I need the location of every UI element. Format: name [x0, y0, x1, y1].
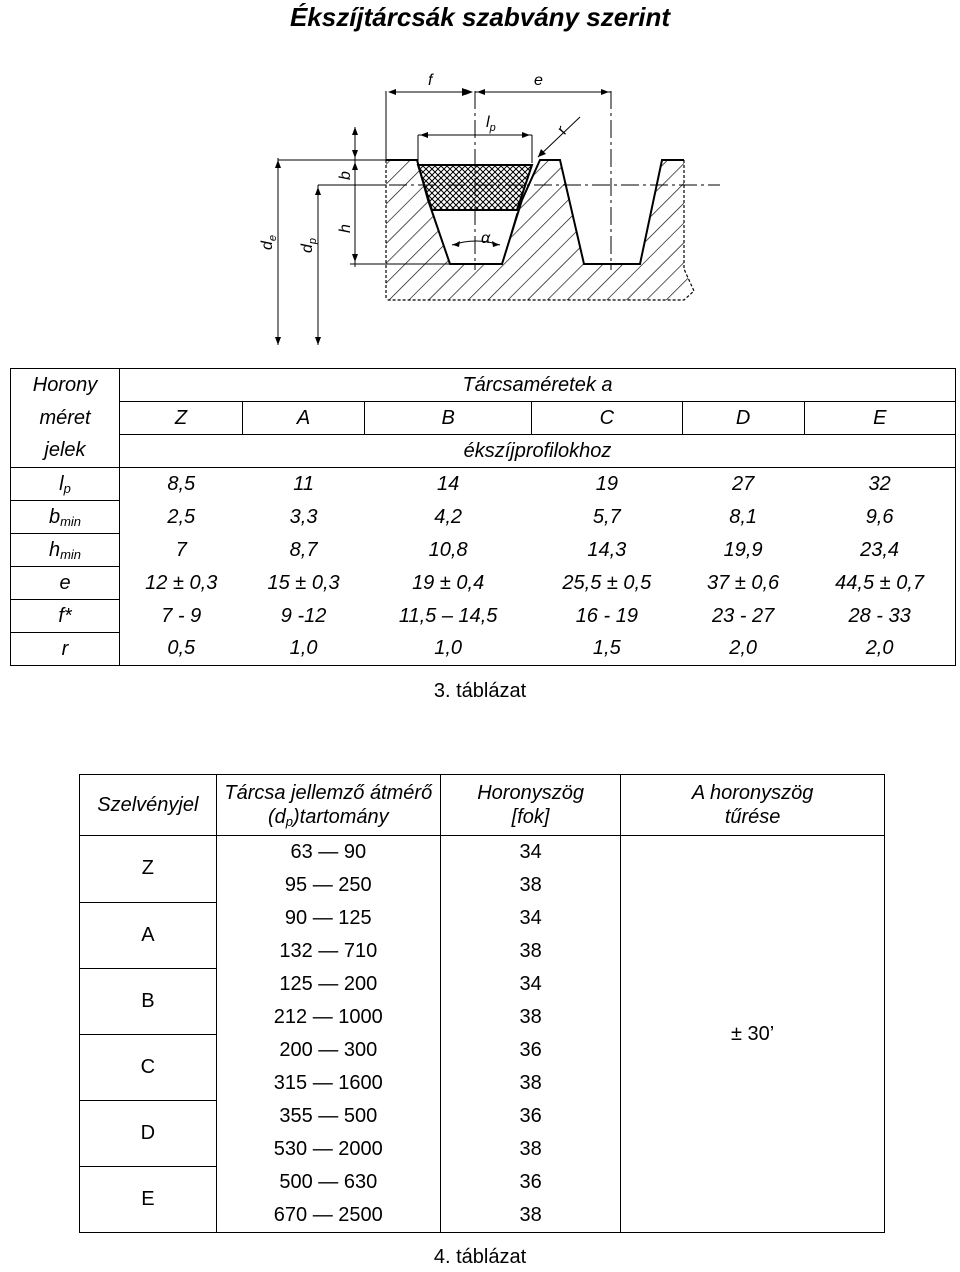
row-symbol: r — [11, 633, 120, 666]
table-cell: 5,7 — [592, 505, 621, 528]
groove-angle-cell: 38 — [440, 1199, 620, 1233]
label-b: b — [337, 171, 354, 180]
table-cell: 0,5 — [120, 633, 243, 666]
corner-line-2: méret — [11, 402, 120, 435]
table-4-caption: 4. táblázat — [433, 1246, 527, 1268]
profile-cell: C — [80, 1034, 217, 1100]
page-title: Ékszíjtárcsák szabvány szerint — [289, 2, 671, 32]
corner-line-1: Horony — [11, 369, 120, 402]
table-cell: 23 - 27 — [711, 604, 775, 627]
row-symbol: $b_{min}$ — [11, 501, 120, 534]
groove-angle-cell: 38 — [440, 1133, 620, 1166]
table-cell: 1,0 — [243, 633, 365, 666]
header-profile: Szelvényjel — [80, 775, 217, 836]
table-row — [11, 501, 956, 534]
profile-b: B — [365, 402, 532, 435]
table-3 — [10, 368, 956, 666]
table-cell: 2,5 — [167, 505, 196, 528]
row-symbol: $h_{min}$ — [11, 534, 120, 567]
header-diameter-range: Tárcsa jellemző átmérő $(d_p)tartomány$ — [216, 775, 440, 836]
table-cell: 7 — [175, 538, 187, 561]
table-cell: 16 - 19 — [575, 604, 638, 627]
table-cell: 1,5 — [532, 633, 682, 666]
diameter-range-cell: 500 — 630 — [216, 1166, 440, 1199]
diameter-range-cell: 132 — 710 — [216, 935, 440, 968]
table-cell: 23,4 — [804, 534, 955, 567]
table-cell: 19 — [595, 472, 618, 495]
table-cell: 14,3 — [587, 538, 627, 561]
profile-cell: B — [80, 968, 217, 1034]
table-row — [11, 468, 956, 501]
diameter-range-cell: 670 — 2500 — [216, 1199, 440, 1233]
table-cell: 4,2 — [434, 505, 463, 528]
diameter-range-cell: 212 — 1000 — [216, 1001, 440, 1034]
table-cell: 2,0 — [804, 633, 955, 666]
groove-angle-cell: 34 — [440, 836, 620, 870]
label-h: h — [337, 224, 354, 233]
table-cell: 25,5 ± 0,5 — [562, 571, 652, 594]
table-cell: 27 — [731, 472, 755, 495]
header-groove-angle: Horonyszög [fok] — [440, 775, 620, 836]
groove-angle-cell: 38 — [440, 935, 620, 968]
table-cell: 9,6 — [804, 501, 955, 534]
table-4-body — [80, 836, 885, 1233]
table-3-body — [11, 468, 956, 666]
profile-c: C — [532, 402, 682, 435]
profile-a: A — [243, 402, 365, 435]
table-cell: 15 ± 0,3 — [267, 571, 340, 594]
groove-angle-cell: 38 — [440, 869, 620, 902]
table-cell: 9 -12 — [280, 604, 327, 627]
groove-angle-cell: 38 — [440, 1067, 620, 1100]
table-cell: 7 - 9 — [161, 604, 202, 627]
header-angle-tolerance: A horonyszög tűrése — [621, 775, 885, 836]
pulley-groove-diagram — [0, 55, 960, 355]
profile-cell: E — [80, 1166, 217, 1233]
label-r: r — [553, 123, 572, 137]
label-f: f — [428, 72, 433, 89]
profile-z: Z — [120, 402, 243, 435]
row-symbol: e — [11, 567, 120, 600]
group-bottom: ékszíjprofilokhoz — [120, 435, 956, 468]
table-cell: 10,8 — [428, 538, 468, 561]
table-row — [11, 633, 956, 666]
profile-cell: Z — [80, 836, 217, 903]
diameter-range-cell: 125 — 200 — [216, 968, 440, 1001]
label-dp: $d_p$ — [299, 237, 319, 253]
diameter-range-cell: 355 — 500 — [216, 1100, 440, 1133]
table-cell: 11,5 – 14,5 — [398, 604, 498, 627]
table-cell: 8,7 — [289, 538, 318, 561]
profile-e: E — [804, 402, 955, 435]
groove-angle-cell: 34 — [440, 968, 620, 1001]
table-cell: 14 — [437, 472, 460, 495]
groove-angle-cell: 36 — [440, 1166, 620, 1199]
table-cell: 8,5 — [167, 472, 196, 495]
table-cell: 32 — [804, 468, 955, 501]
diameter-range-cell: 200 — 300 — [216, 1034, 440, 1067]
profile-d: D — [682, 402, 804, 435]
row-symbol: $l_p$ — [11, 468, 120, 501]
table-cell: 8,1 — [729, 505, 758, 528]
groove-angle-cell: 34 — [440, 902, 620, 935]
profile-cell: A — [80, 902, 217, 968]
groove-angle-cell: 36 — [440, 1100, 620, 1133]
table-cell: 19,9 — [723, 538, 763, 561]
label-alpha: α — [481, 230, 491, 247]
groove-angle-cell: 38 — [440, 1001, 620, 1034]
profile-cell: D — [80, 1100, 217, 1166]
table-cell: 44,5 ± 0,7 — [804, 567, 955, 600]
table-cell: 12 ± 0,3 — [145, 571, 218, 594]
table-row — [11, 567, 956, 600]
table-row — [80, 836, 885, 870]
table-3-caption: 3. táblázat — [433, 680, 527, 702]
diameter-range-cell: 315 — 1600 — [216, 1067, 440, 1100]
table-cell: 19 ± 0,4 — [412, 571, 485, 594]
table-cell: 37 ± 0,6 — [707, 571, 780, 594]
table-cell: 2,0 — [682, 633, 804, 666]
tolerance-cell: ± 30’ — [621, 836, 885, 1233]
group-top: Tárcsaméretek a — [120, 369, 956, 402]
corner-line-3: jelek — [11, 435, 120, 468]
table-cell: 3,3 — [289, 505, 318, 528]
diameter-range-cell: 90 — 125 — [216, 902, 440, 935]
table-row — [11, 534, 956, 567]
label-de: $d_e$ — [259, 234, 279, 250]
diameter-range-cell: 63 — 90 — [216, 836, 440, 870]
table-row — [11, 600, 956, 633]
groove-angle-cell: 36 — [440, 1034, 620, 1067]
table-cell: 11 — [293, 472, 314, 495]
diameter-range-cell: 95 — 250 — [216, 869, 440, 902]
row-symbol: f* — [11, 600, 120, 633]
label-e: e — [534, 72, 543, 89]
table-4 — [79, 774, 885, 1233]
table-cell: 1,0 — [365, 633, 532, 666]
diameter-range-cell: 530 — 2000 — [216, 1133, 440, 1166]
table-cell: 28 - 33 — [804, 600, 955, 633]
label-lp: $l_p$ — [486, 114, 496, 134]
